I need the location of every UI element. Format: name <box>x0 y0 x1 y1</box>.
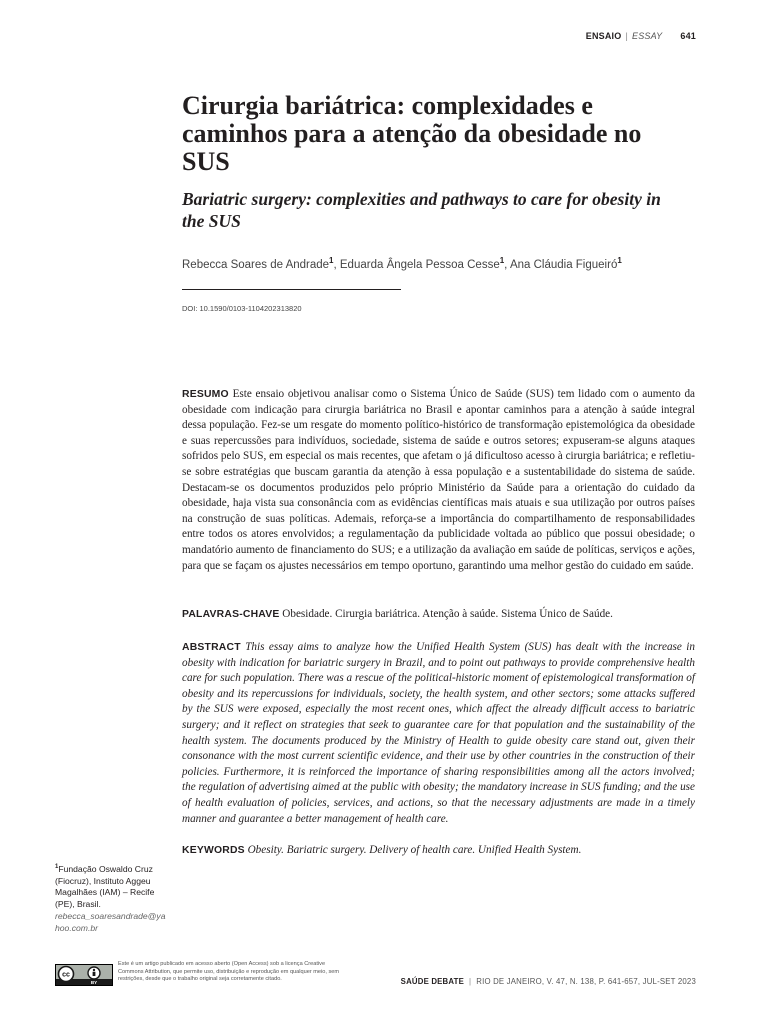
abstract-text: This essay aims to analyze how the Unified Health System (SUS) has dealt with the increase in obesity with indication for bariatric surgery in Brazil, and to point out pathways to provide comprehensive health care for such population. There was a rescue of the political-historic moment of epistemological transformation of obesity and its repercussions for individuals, society, the health system, and other sectors; some attacks suffered by the SUS were exposed, especially the most recent ones, which affect the already difficult access to bariatric surgery; and it reflect on strategies that seek to guarantee care for that population and the sustainability of the health system. The documents produced by the Ministry of Health to guide obesity care stand out, given their consonance with the most current scientific evidence, and their use by other countries in the construction of their policies. Furthermore, it is reinforced the importance of sharing responsibilities among all the actors involved; the regulation of advertising aimed at the public with obesity; the mandatory increase in SUS funding; and the use of health evaluation of policies, services, and actions, so that the necessary adjustments are made in a timely manner and guarantee a better management of health care. <box>182 641 696 825</box>
palavras-chave-text: Obesidade. Cirurgia bariátrica. Atenção à saúde. Sistema Único de Saúde. <box>282 608 613 620</box>
license-text: Este é um artigo publicado em acesso aberto (Open Access) sob a licença Creative Commons Attribution, que permite uso, distribuição e reprodução em qualquer meio, sem restrições, desde que o trabalho original seja corretamente citado. <box>118 961 340 983</box>
cc-by-license-graphic <box>56 965 112 985</box>
article-title: Cirurgia bariátrica: complexidades e caminhos para a atenção da obesidade no SUS <box>182 91 642 176</box>
author-name: Eduarda Ângela Pessoa Cesse <box>339 258 500 271</box>
author-name: Rebecca Soares de Andrade <box>182 258 330 271</box>
svg-text:BY: BY <box>90 980 98 985</box>
affiliation-note <box>55 862 170 935</box>
title-divider <box>182 289 401 290</box>
resumo-label: RESUMO <box>182 389 229 400</box>
page-footer <box>401 977 696 986</box>
author-separator: , <box>504 258 510 271</box>
article-subtitle: Bariatric surgery: complexities and pathways to care for obesity in the SUS <box>182 189 661 231</box>
author-affiliation-marker: 1 <box>617 256 622 265</box>
author-affiliation-marker: 1 <box>329 256 334 265</box>
keywords-label: KEYWORDS <box>182 845 245 856</box>
page-number: 641 <box>680 31 696 41</box>
author-name: Ana Cláudia Figueiró <box>509 258 618 271</box>
keywords-section <box>182 843 695 859</box>
footer-separator: | <box>469 977 472 986</box>
doi: DOI: 10.1590/0103-1104202313820 <box>182 304 302 313</box>
running-header <box>586 31 696 41</box>
svg-text:cc: cc <box>62 971 70 979</box>
resumo-section <box>182 387 695 574</box>
author-affiliation-marker: 1 <box>499 256 505 265</box>
affiliation-marker: 1 <box>55 864 59 870</box>
affiliation-text: Fundação Oswaldo Cruz (Fiocruz), Instituto Aggeu Magalhães (IAM) – Recife (PE), Brasil. <box>55 863 155 910</box>
author-email[interactable]: rebecca_soaresandrade@yahoo.com.br <box>55 911 166 933</box>
palavras-chave-label: PALAVRAS-CHAVE <box>182 609 280 620</box>
header-separator: | <box>625 31 629 41</box>
section-label-en: ESSAY <box>632 31 663 41</box>
abstract-section <box>182 640 695 827</box>
palavras-chave-section <box>182 607 695 623</box>
cc-by-license-icon[interactable] <box>55 964 113 986</box>
resumo-text: Este ensaio objetivou analisar como o Sistema Único de Saúde (SUS) tem lidado com o aumento da obesidade com indicação para cirurgia bariátrica no Brasil e apontar caminhos para a atenção à saúde integral dessa população. Fez-se um resgate do momento político-histórico de transformação epistemológica da obesidade e suas repercussões para indivíduos, sociedade, sistema de saúde e outros setores; expuseram-se alguns ataques sofridos pelo SUS, em especial os mais recentes, que afetam o já dificultoso acesso à cirurgia bariátrica; e refletiu-se sobre estratégias que buscam garantia da atenção à essa população e a sustentabilidade do sistema de saúde. Destacam-se os documentos produzidos pelo próprio Ministério da Saúde para a orientação do cuidado da obesidade, haja vista sua consonância com as evidências científicas mais atuais e sua utilização por outros países na construção de suas políticas. Ademais, reforça-se a importância do compartilhamento de responsabilidades entre todos os atores envolvidos; a regulamentação da publicidade voltada ao público que possui obesidade; o mandatório aumento de financiamento do SUS; e a utilização da avaliação em saúde de políticas, serviços e ações, para que se façam os ajustes necessários em tempo oportuno, garantindo uma melhor gestão do cuidado em saúde. <box>182 388 696 572</box>
author-separator: , <box>333 258 340 271</box>
keywords-text: Obesity. Bariatric surgery. Delivery of health care. Unified Health System. <box>247 844 582 856</box>
citation-info: RIO DE JANEIRO, V. 47, N. 138, P. 641-657, JUL-SET 2023 <box>476 977 696 986</box>
author-list <box>182 256 622 271</box>
abstract-label: ABSTRACT <box>182 642 241 653</box>
section-label: ENSAIO <box>585 31 622 41</box>
journal-name: SAÚDE DEBATE <box>400 977 465 986</box>
